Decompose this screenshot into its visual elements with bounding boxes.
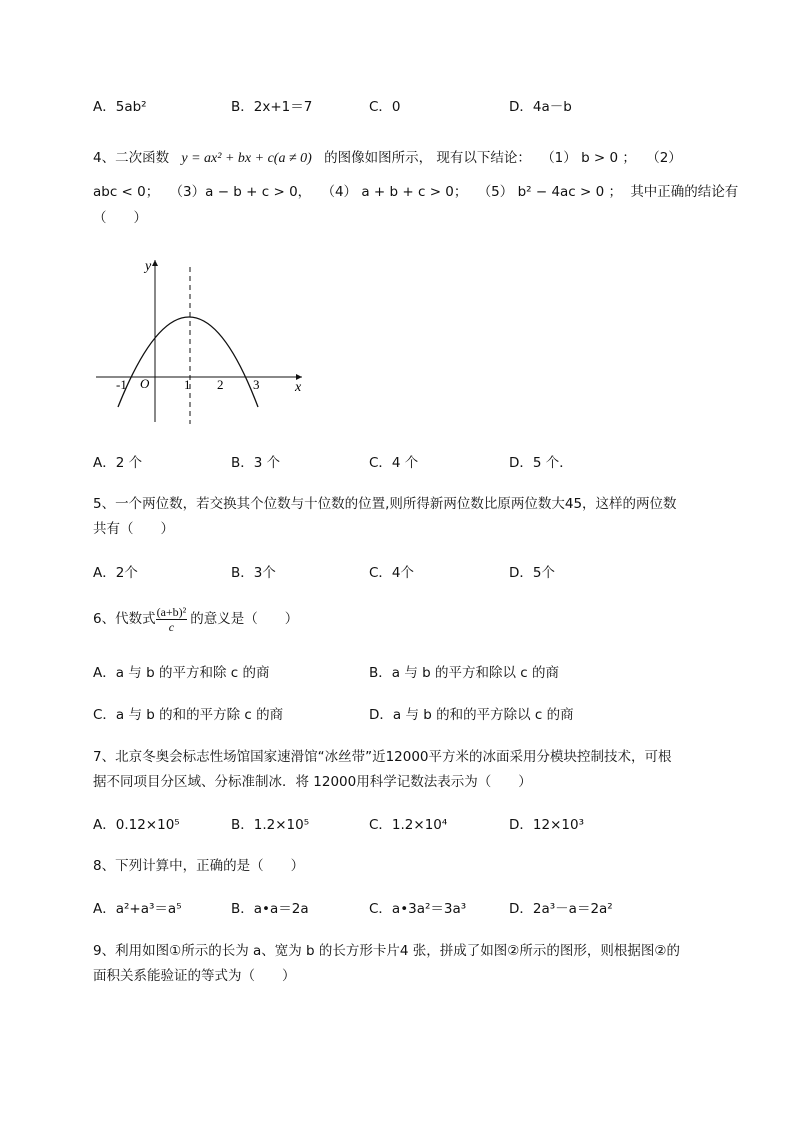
tick-label-2: 2 xyxy=(217,377,224,392)
q6-option-b[interactable]: B．a 与 b 的平方和除以 c 的商 xyxy=(369,665,559,681)
q4-option-a[interactable]: A．2 个 xyxy=(93,455,143,471)
q8-option-b[interactable]: B．a•a＝2a xyxy=(231,901,309,917)
q5-option-b[interactable]: B．3个 xyxy=(231,565,276,581)
q4-option-d[interactable]: D．5 个． xyxy=(509,455,573,471)
q7-stem-line2: 据不同项目分区域、分标准制冰．将 12000用科学记数法表示为（ ） xyxy=(93,774,532,790)
q5-option-c[interactable]: C．4个 xyxy=(369,565,415,581)
q9-stem-line2: 面积关系能验证的等式为（ ） xyxy=(93,968,296,984)
q5-option-a[interactable]: A．2个 xyxy=(93,565,138,581)
y-axis-label: y xyxy=(145,259,152,274)
q6-prefix: 6、代数式 xyxy=(93,610,156,627)
q4-conclusion-1: （1） b > 0 ； xyxy=(541,150,636,166)
q3-option-c[interactable]: C．0 xyxy=(369,99,401,115)
q7-option-a[interactable]: A．0.12×10⁵ xyxy=(93,817,180,833)
q6-fraction-denominator: c xyxy=(168,620,175,634)
q6-fraction xyxy=(156,606,188,633)
q4-conclusion-4: （4） a + b + c > 0； xyxy=(321,184,468,200)
x-axis-label: x xyxy=(295,380,302,395)
q8-stem: 8、下列计算中，正确的是（ ） xyxy=(93,858,305,874)
q3-option-b[interactable]: B．2x+1＝7 xyxy=(231,99,313,115)
q4-tail: 其中正确的结论有 xyxy=(630,184,739,200)
q5-stem-line2: 共有（ ） xyxy=(93,521,174,537)
tick-label-3: 3 xyxy=(253,377,260,392)
q4-formula: y = ax² + bx + c(a ≠ 0) xyxy=(181,151,312,166)
q4-conclusion-5: （5） b² − 4ac > 0 ； xyxy=(477,184,623,200)
q7-option-d[interactable]: D．12×10³ xyxy=(509,817,584,833)
parabola-curve xyxy=(118,317,258,407)
q5-stem-line1: 5、一个两位数，若交换其个位数与十位数的位置,则所得新两位数比原两位数大45，这样的两位数 xyxy=(93,496,677,512)
q6-option-d[interactable]: D．a 与 b 的和的平方除以 c 的商 xyxy=(369,707,574,723)
q6-stem xyxy=(93,606,298,633)
q4-mid: 的图像如图所示， 现有以下结论： xyxy=(324,150,531,166)
tick-label-neg1: -1 xyxy=(116,377,127,392)
q4-conclusion-2: abc < 0； xyxy=(93,184,160,200)
q8-option-a[interactable]: A．a²+a³＝a⁵ xyxy=(93,901,182,917)
q4-parabola-graph xyxy=(90,252,320,432)
q4-option-b[interactable]: B．3 个 xyxy=(231,455,281,471)
q4-prefix: 4、二次函数 xyxy=(93,150,170,166)
q4-conclusion-3: （3）a − b + c > 0， xyxy=(169,184,312,200)
q4-stem-line2 xyxy=(93,186,738,200)
q7-stem-line1: 7、北京冬奥会标志性场馆国家速滑馆“冰丝带”近12000平方米的冰面采用分模块控制技术，可根 xyxy=(93,749,672,765)
q6-suffix: 的意义是（ ） xyxy=(190,610,299,627)
q6-option-a[interactable]: A．a 与 b 的平方和除 c 的商 xyxy=(93,665,270,681)
q6-fraction-numerator: (a+b)² xyxy=(156,605,187,619)
q4-conclusion-2-label: （2） xyxy=(646,150,682,166)
q4-answer-paren: （ ） xyxy=(93,210,147,226)
q3-option-d[interactable]: D．4a－b xyxy=(509,99,572,115)
q9-stem-line1: 9、利用如图①所示的长为 a、宽为 b 的长方形卡片4 张，拼成了如图②所示的图形，则根据图②的 xyxy=(93,943,680,959)
q7-option-c[interactable]: C．1.2×10⁴ xyxy=(369,817,448,833)
q8-option-c[interactable]: C．a•3a²＝3a³ xyxy=(369,901,467,917)
q3-option-a[interactable]: A．5ab² xyxy=(93,99,147,115)
q4-stem-line1 xyxy=(93,152,682,166)
q8-option-d[interactable]: D．2a³－a＝2a² xyxy=(509,901,613,917)
q5-option-d[interactable]: D．5个 xyxy=(509,565,555,581)
q7-option-b[interactable]: B．1.2×10⁵ xyxy=(231,817,310,833)
q6-option-c[interactable]: C．a 与 b 的和的平方除 c 的商 xyxy=(93,707,284,723)
q4-option-c[interactable]: C．4 个 xyxy=(369,455,419,471)
origin-label: O xyxy=(140,376,150,391)
tick-label-1: 1 xyxy=(184,377,191,392)
